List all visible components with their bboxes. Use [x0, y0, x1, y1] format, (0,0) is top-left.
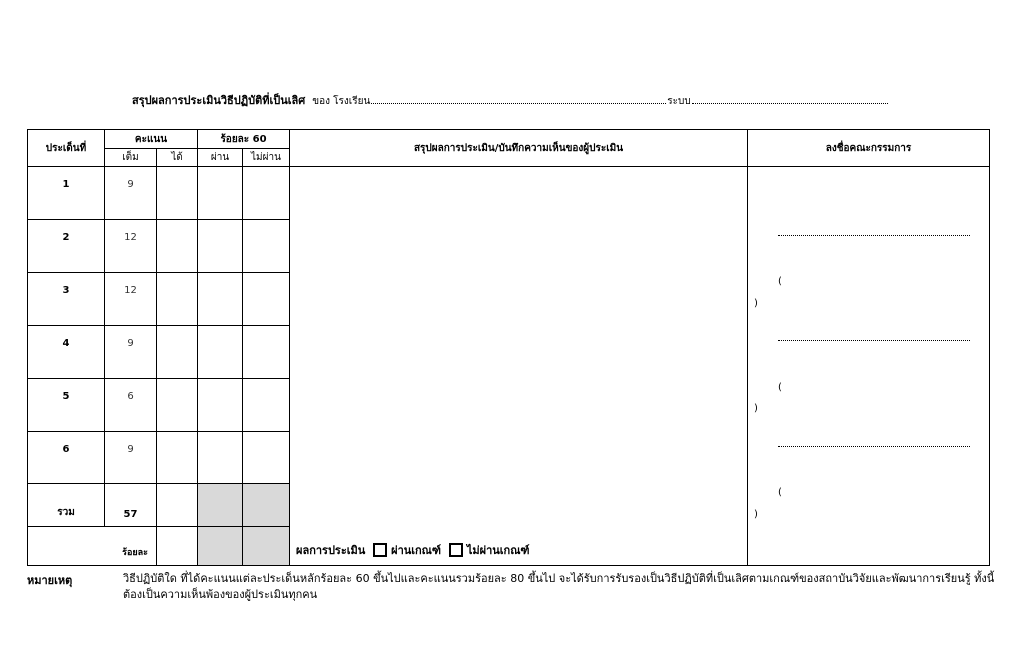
full-score: 9 [105, 167, 157, 220]
pass-option-label: ผ่านเกณฑ์ [391, 544, 442, 557]
open-paren-3: ( [778, 487, 782, 498]
header-pass: ผ่าน [198, 149, 243, 167]
close-paren-2: ) [754, 403, 758, 414]
header-summary: สรุปผลการประเมิน/บันทึกความเห็นของผู้ประเมิน [290, 130, 748, 167]
signature-cell[interactable] [748, 167, 990, 566]
result-label: ผลการประเมิน [296, 544, 366, 557]
full-score: 9 [105, 432, 157, 484]
fail-cell[interactable] [243, 432, 290, 484]
open-paren-1: ( [778, 276, 782, 287]
pass-cell[interactable] [198, 220, 243, 273]
issue-number: 3 [28, 273, 105, 326]
system-label: ระบบ [667, 96, 691, 107]
fail-cell[interactable] [243, 167, 290, 220]
pass-cell[interactable] [198, 379, 243, 432]
total-got-cell[interactable] [157, 484, 198, 527]
pass-cell[interactable] [198, 326, 243, 379]
result-line [290, 541, 747, 565]
pass-cell[interactable] [198, 273, 243, 326]
header-score: คะแนน [105, 130, 198, 149]
header-got: ได้ [157, 149, 198, 167]
percent-label: ร้อยละ [28, 527, 157, 566]
percent-fail-cell [243, 527, 290, 566]
got-score-cell[interactable] [157, 432, 198, 484]
got-score-cell[interactable] [157, 379, 198, 432]
close-paren-3: ) [754, 509, 758, 520]
got-score-cell[interactable] [157, 326, 198, 379]
total-fail-cell [243, 484, 290, 527]
signature-line-3[interactable] [778, 446, 970, 447]
evaluation-table [27, 129, 990, 566]
note-label: หมายเหตุ [27, 574, 73, 587]
got-score-cell[interactable] [157, 167, 198, 220]
school-blank [371, 102, 666, 104]
total-full-score: 57 [105, 484, 157, 527]
header-percent60: ร้อยละ 60 [198, 130, 290, 149]
system-blank [692, 102, 888, 104]
header-signature: ลงชื่อคณะกรรมการ [748, 130, 990, 167]
got-score-cell[interactable] [157, 273, 198, 326]
header-issue: ประเด็นที่ [28, 130, 105, 167]
total-label: รวม [28, 484, 105, 527]
signature-line-2[interactable] [778, 340, 970, 341]
table-row [28, 167, 990, 220]
pass-checkbox[interactable] [373, 543, 387, 557]
fail-cell[interactable] [243, 326, 290, 379]
percent-got-cell[interactable] [157, 527, 198, 566]
issue-number: 5 [28, 379, 105, 432]
total-pass-cell [198, 484, 243, 527]
fail-option-label: ไม่ผ่านเกณฑ์ [466, 544, 530, 557]
form-title-main: สรุปผลการประเมินวิธีปฏิบัติที่เป็นเลิศ [132, 94, 306, 107]
header-full: เต็ม [105, 149, 157, 167]
issue-number: 2 [28, 220, 105, 273]
fail-checkbox[interactable] [449, 543, 463, 557]
header-fail: ไม่ผ่าน [243, 149, 290, 167]
open-paren-2: ( [778, 382, 782, 393]
issue-number: 4 [28, 326, 105, 379]
percent-pass-cell [198, 527, 243, 566]
issue-number: 6 [28, 432, 105, 484]
issue-number: 1 [28, 167, 105, 220]
close-paren-1: ) [754, 298, 758, 309]
fail-cell[interactable] [243, 273, 290, 326]
full-score: 9 [105, 326, 157, 379]
got-score-cell[interactable] [157, 220, 198, 273]
form-title [132, 91, 889, 109]
full-score: 12 [105, 273, 157, 326]
summary-cell[interactable] [290, 167, 748, 566]
full-score: 12 [105, 220, 157, 273]
pass-cell[interactable] [198, 432, 243, 484]
note-text: วิธีปฏิบัติใด ที่ได้คะแนนแต่ละประเด็นหลักร้อยละ 60 ขึ้นไปและคะแนนรวมร้อยละ 80 ขึ้นไป จะได้รับการรับรองเป็นวิธีปฏิบัติที่เป็นเลิศตามเกณฑ์ของสถาบันวิจัยและพัฒนาการเรียนรู้ ทั้งนี้ต้องเป็นความเห็นพ้องของผู้ประเมินทุกคน [123, 572, 995, 601]
fail-cell[interactable] [243, 220, 290, 273]
pass-cell[interactable] [198, 167, 243, 220]
fail-cell[interactable] [243, 379, 290, 432]
school-label: ของ โรงเรียน [312, 96, 371, 107]
signature-line-1[interactable] [778, 235, 970, 236]
full-score: 6 [105, 379, 157, 432]
